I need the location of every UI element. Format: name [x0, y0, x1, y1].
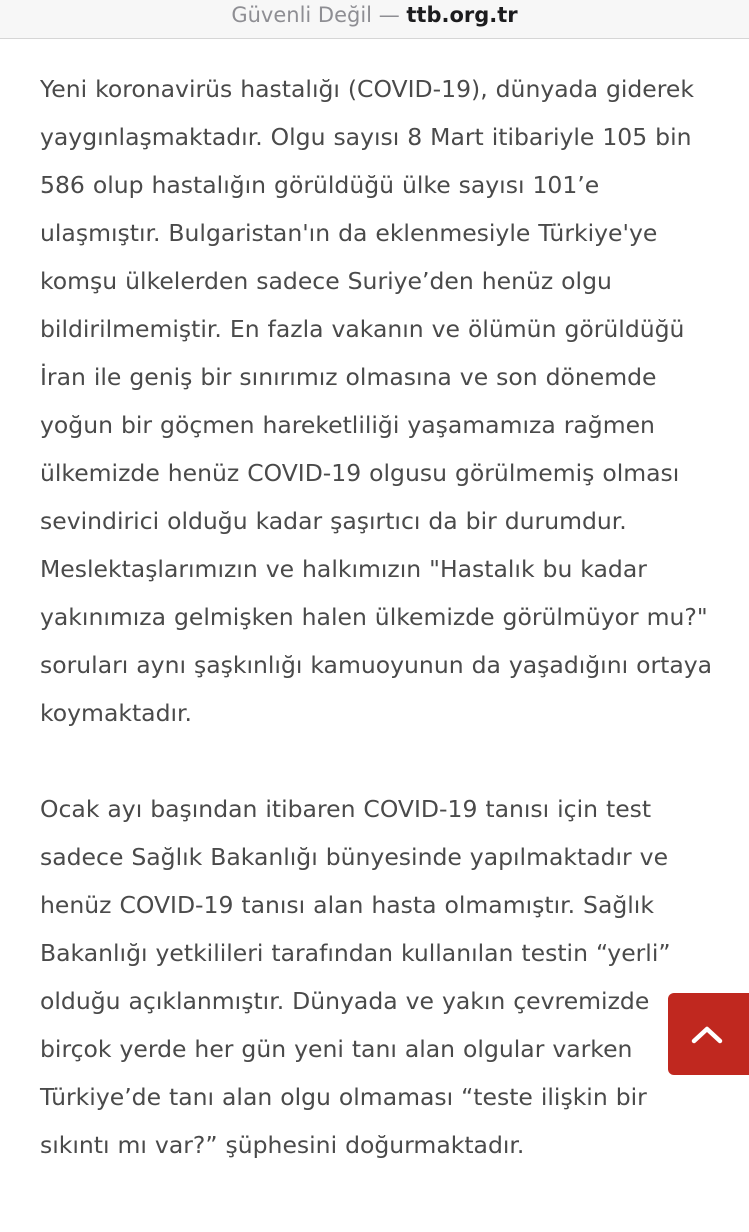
article-paragraph-2: Ocak ayı başından itibaren COVID-19 tanısı için test sadece Sağlık Bakanlığı bünyesinde yapılmaktadır ve henüz COVID-19 tanısı alan hasta olmamıştır. Sağlık Bakanlığı yetkilileri tarafından kullanılan testin “yerli” olduğu açıklanmıştır. Dünyada ve yakın çevremizde birçok yerde her gün yeni tanı alan olgular varken Türkiye’de tanı alan olgu olmaması “teste ilişkin bir sıkıntı mı var?” şüphesini doğurmaktadır.	[40, 795, 671, 1159]
security-label: Güvenli Değil	[231, 3, 373, 27]
chevron-up-icon	[691, 1024, 723, 1044]
article-body	[40, 65, 720, 1169]
address-separator: —	[378, 3, 400, 27]
address-bar[interactable]	[0, 0, 749, 39]
article-paragraph-1: Yeni koronavirüs hastalığı (COVID-19), dünyada giderek yaygınlaşmaktadır. Olgu sayısı 8 Mart itibariyle 105 bin 586 olup hastalığın görüldüğü ülke sayısı 101’e ulaşmıştır. Bulgaristan'ın da eklenmesiyle Türkiye'ye komşu ülkelerden sadece Suriye’den henüz olgu bildirilmemiştir. En fazla vakanın ve ölümün görüldüğü İran ile geniş bir sınırımız olmasına ve son dönemde yoğun bir göçmen hareketliliği yaşamamıza rağmen ülkemizde henüz COVID-19 olgusu görülmemiş olması sevindirici olduğu kadar şaşırtıcı da bir durumdur. Meslektaşlarımızın ve halkımızın "Hastalık bu kadar yakınımıza gelmişken halen ülkemizde görülmüyor mu?" soruları aynı şaşkınlığı kamuoyunun da yaşadığını ortaya koymaktadır.	[40, 75, 713, 727]
site-domain: ttb.org.tr	[406, 3, 518, 27]
scroll-to-top-button[interactable]	[668, 993, 749, 1075]
